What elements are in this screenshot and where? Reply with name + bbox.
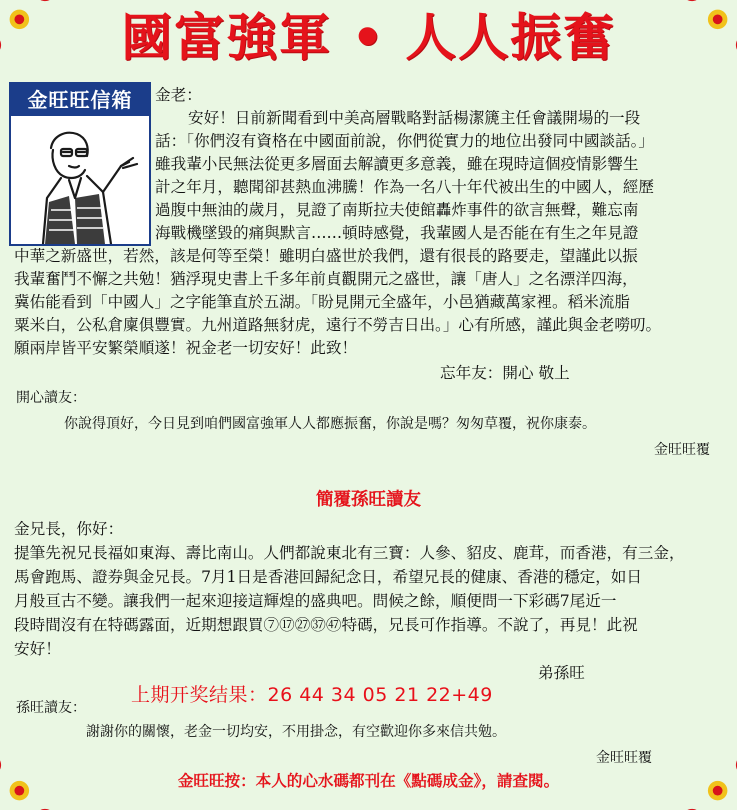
letter-line: 話：「你們沒有資格在中國面前說，你們從實力的地位出發同中國談話。」 xyxy=(155,132,654,150)
column-title: 金旺旺信箱 xyxy=(11,84,149,116)
footer-note: 金旺旺按：本人的心水碼都刊在《點碼成金》，請查閱。 xyxy=(177,771,560,790)
letter-line: 提筆先祝兄長福如東海、壽比南山。人們都說東北有三寶：人參、貂皮、鹿茸，而香港，有三金， xyxy=(14,544,685,562)
pointing-man-illustration-icon xyxy=(11,116,149,244)
letter-line: 冀佑能看到「中國人」之字能筆直於五湖。「盼見開元全盛年，小邑猶藏萬家裡。稻米流脂 xyxy=(14,293,630,311)
letter-line: 月般亘古不變。讓我們一起來迎接這輝煌的盛典吧。問候之餘，順便問一下彩碼7尾近一 xyxy=(14,592,617,610)
headline: 國富強軍 • 人人振奮 xyxy=(121,7,616,67)
reply-salutation: 孫旺讀友： xyxy=(16,700,86,716)
reply-signature: 金旺旺覆 xyxy=(654,442,710,458)
reply-salutation: 開心讀友： xyxy=(16,390,86,406)
letter-line: 願兩岸皆平安繁榮順遂！祝金老一切安好！此致！ xyxy=(14,339,358,357)
letter-line: 過腹中無油的歲月，見證了南斯拉夫使館轟炸事件的欲言無聲，難忘南 xyxy=(155,201,639,219)
last-draw-results: 上期开奖结果：26 44 34 05 21 22+49 xyxy=(131,684,493,706)
letter-line: 安好！ xyxy=(14,640,61,658)
letter-signature: 弟孫旺 xyxy=(538,664,585,682)
letter-salutation: 金兄長，你好： xyxy=(14,520,124,538)
letter-line: 中華之新盛世，若然，該是何等至榮！雖明白盛世於我們，還有很長的路要走，望謹此以振 xyxy=(14,247,638,265)
column-logo xyxy=(9,82,151,246)
letter-salutation: 金老： xyxy=(155,86,202,104)
reply-body: 謝謝你的關懷，老金一切均安，不用掛念，有空歡迎你多來信共勉。 xyxy=(86,724,506,740)
letter-line: 馬會跑馬、證券與金兄長。7月1日是香港回歸紀念日，希望兄長的健康、香港的穩定，如日 xyxy=(14,568,642,586)
letter-line: 我輩奮鬥不懈之共勉！猶浮現史書上千多年前貞觀開元之盛世，讓「唐人」之名漂洋四海， xyxy=(14,270,638,288)
letter-line: 雖我輩小民無法從更多層面去解讀更多意義，雖在現時這個疫情影響生 xyxy=(155,155,639,173)
letter-signature: 忘年友：開心 敬上 xyxy=(440,364,570,382)
letter-line: 段時間沒有在特碼露面，近期想跟買⑦⑰㉗㊲㊼特碼，兄長可作指導。不說了，再見！此祝 xyxy=(14,616,638,634)
letter-line: 海戰機墜毀的痛與默言……頓時感覺，我輩國人是否能在有生之年見證 xyxy=(155,224,639,242)
reply-signature: 金旺旺覆 xyxy=(596,750,652,766)
letter-line: 安好！日前新聞看到中美高層戰略對話楊潔篪主任會議開場的一段 xyxy=(188,109,641,127)
letter-line: 計之年月，聽聞卻甚熱血沸騰！作為一名八十年代被出生的中國人，經歷 xyxy=(155,178,655,196)
reply-body: 你說得頂好，今日見到咱們國富強軍人人都應振奮，你說是嗎？匆匆草覆，祝你康泰。 xyxy=(64,416,596,432)
sub-headline: 簡覆孫旺讀友 xyxy=(316,490,421,510)
letter-line: 粟米白，公私倉廩俱豐實。九州道路無豺虎，遠行不勞吉日出。」心有所感，謹此與金老嘮叨。 xyxy=(14,316,662,334)
